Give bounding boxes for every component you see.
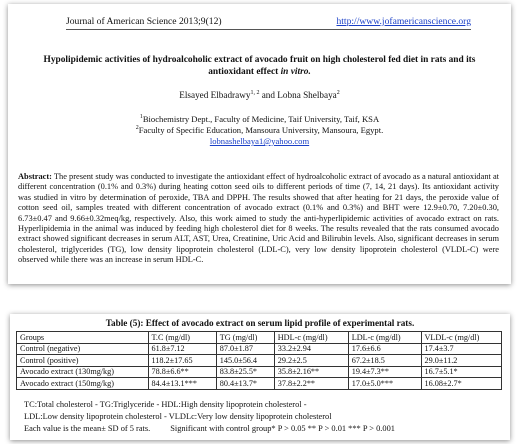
table-row — [17, 378, 502, 390]
table-row — [17, 366, 502, 378]
stats-note — [24, 423, 395, 435]
table-cell: 118.2±17.65 — [148, 355, 216, 367]
col-header: Groups — [17, 332, 149, 344]
table-cell: 16.08±2.7* — [421, 378, 502, 390]
author-2: Lobna Shelbaya — [277, 90, 337, 100]
table-cell: 83.8±25.5* — [216, 366, 274, 378]
abbrev-note-1: TC:Total cholesterol - TG:Triglyceride - HDL:High density lipoprotein cholesterol - — [24, 400, 307, 409]
table-header-row — [17, 332, 502, 344]
table-cell: 145.0±56.4 — [216, 355, 274, 367]
table-cell: 17.4±3.7 — [421, 343, 502, 355]
journal-url-link[interactable]: http://www.jofamericanscience.org — [336, 16, 471, 27]
affiliations — [8, 114, 511, 147]
table-cell: 16.7±5.1* — [421, 366, 502, 378]
table-cell: 87.0±1.87 — [216, 343, 274, 355]
running-header — [66, 16, 471, 30]
table-cell: Avocado extract (150mg/kg) — [17, 378, 149, 390]
abbrev-note-2: LDL:Low density lipoprotein cholesterol - VLDLc:Very low density lipoprotein cholesterol — [24, 412, 332, 421]
table-cell: 19.4±7.3** — [348, 366, 421, 378]
table-title: Table (5): Effect of avocado extract on serum lipid profile of experimental rats. — [105, 318, 415, 328]
table-cell: 78.8±6.6** — [148, 366, 216, 378]
lipid-profile-table — [16, 331, 502, 390]
title-main: Hypolipidemic activities of hydroalcoholic extract of avocado fruit on high cholesterol fed diet in rats and its antioxidant effect — [43, 55, 476, 77]
abstract-text: The present study was conducted to investigate the antioxidant effect of hydroalcoholic extract of avocado as a natural antioxidant at different concentration (0.1% and 0.3%) during heating cotton seed oils to different periods of time (7, 14, 21 days). Its antioxidant activity was studied in vitro by determination of peroxide, TBA and DPPH. The results showed that after heating for 21 days, the peroxide value of cotton seed oil, samples treated with different concentration of avocado extract (0.1% and 0.3%) and BHT were 12.9±0.70, 7.20±0.30, 6.73±0.47 and 9.66±0.32meq/kg, respectively. Also, this work aimed to study the anti-hyperlipidemic activities of avocado extract on rats. Hyperlipidemia in the animal was induced by feeding high cholesterol diet for 8 weeks. The results revealed that the rats consumed avocado extract showed significant decreases in serum ALT, AST, Urea, Creatinine, Uric Acid and Bilirubin levels. Also, significant decreases in serum cholesterol, triglycerides (TG), low density lipoprotein cholesterol (LDL-C), very low density lipoprotein cholesterol (VLDL-C) were observed while there was an increase in serum HDL-C. — [18, 172, 499, 265]
table-cell: 37.8±2.2** — [274, 378, 348, 390]
abstract-label: Abstract: — [18, 172, 52, 181]
author-and: and — [259, 90, 278, 100]
table-cell: 35.8±2.16** — [274, 366, 348, 378]
table-row — [17, 355, 502, 367]
paper-title — [30, 54, 489, 78]
author-line — [8, 90, 511, 100]
paper-page — [8, 4, 511, 284]
abstract — [18, 172, 499, 266]
table-notes — [24, 399, 395, 435]
table-cell: 61.8±7.12 — [148, 343, 216, 355]
table-figure — [10, 314, 510, 440]
col-header: TG (mg/dl) — [216, 332, 274, 344]
affiliation-1-num: 1 — [139, 114, 143, 121]
table-cell: 29.2±2.5 — [274, 355, 348, 367]
affiliation-1-text: Biochemistry Dept., Faculty of Medicine, Taif University, Taif, KSA — [142, 114, 380, 124]
table-cell: 67.2±18.5 — [348, 355, 421, 367]
table-cell: 17.6±6.6 — [348, 343, 421, 355]
col-header: LDL-c (mg/dl) — [348, 332, 421, 344]
author-1: Elsayed Elbadrawy — [179, 90, 251, 100]
col-header: T.C (mg/dl) — [148, 332, 216, 344]
table-cell: Avocado extract (130mg/kg) — [17, 366, 149, 378]
author-email-link[interactable]: lobnashelbaya1@yahoo.com — [209, 136, 310, 146]
affiliation-2-num: 2 — [135, 125, 139, 132]
sd-note: Each value is the mean± SD of 5 rats. — [24, 424, 151, 433]
author-1-affil: 1, 2 — [250, 89, 260, 96]
col-header: VLDL-c (mg/dl) — [421, 332, 502, 344]
col-header: HDL-c (mg/dl) — [274, 332, 348, 344]
table-cell: Control (positive) — [17, 355, 149, 367]
title-italic: in vitro. — [280, 67, 311, 77]
affiliation-2 — [8, 125, 511, 136]
journal-name: Journal of American Science 2013;9(12) — [66, 16, 222, 27]
significance-note: Significant with control group* P > 0.05 ** P > 0.01 *** P > 0.001 — [170, 424, 395, 433]
affiliation-2-text: Faculty of Specific Education, Mansoura University, Mansoura, Egypt. — [138, 125, 384, 135]
table-row — [17, 343, 502, 355]
table-cell: 33.2±2.94 — [274, 343, 348, 355]
table-cell: 29.0±11.2 — [421, 355, 502, 367]
table-cell: Control (negative) — [17, 343, 149, 355]
table-cell: 17.0±5.0*** — [348, 378, 421, 390]
author-2-affil: 2 — [336, 89, 340, 96]
table-cell: 84.4±13.1*** — [148, 378, 216, 390]
table-cell: 80.4±13.7* — [216, 378, 274, 390]
affiliation-1 — [8, 114, 511, 125]
